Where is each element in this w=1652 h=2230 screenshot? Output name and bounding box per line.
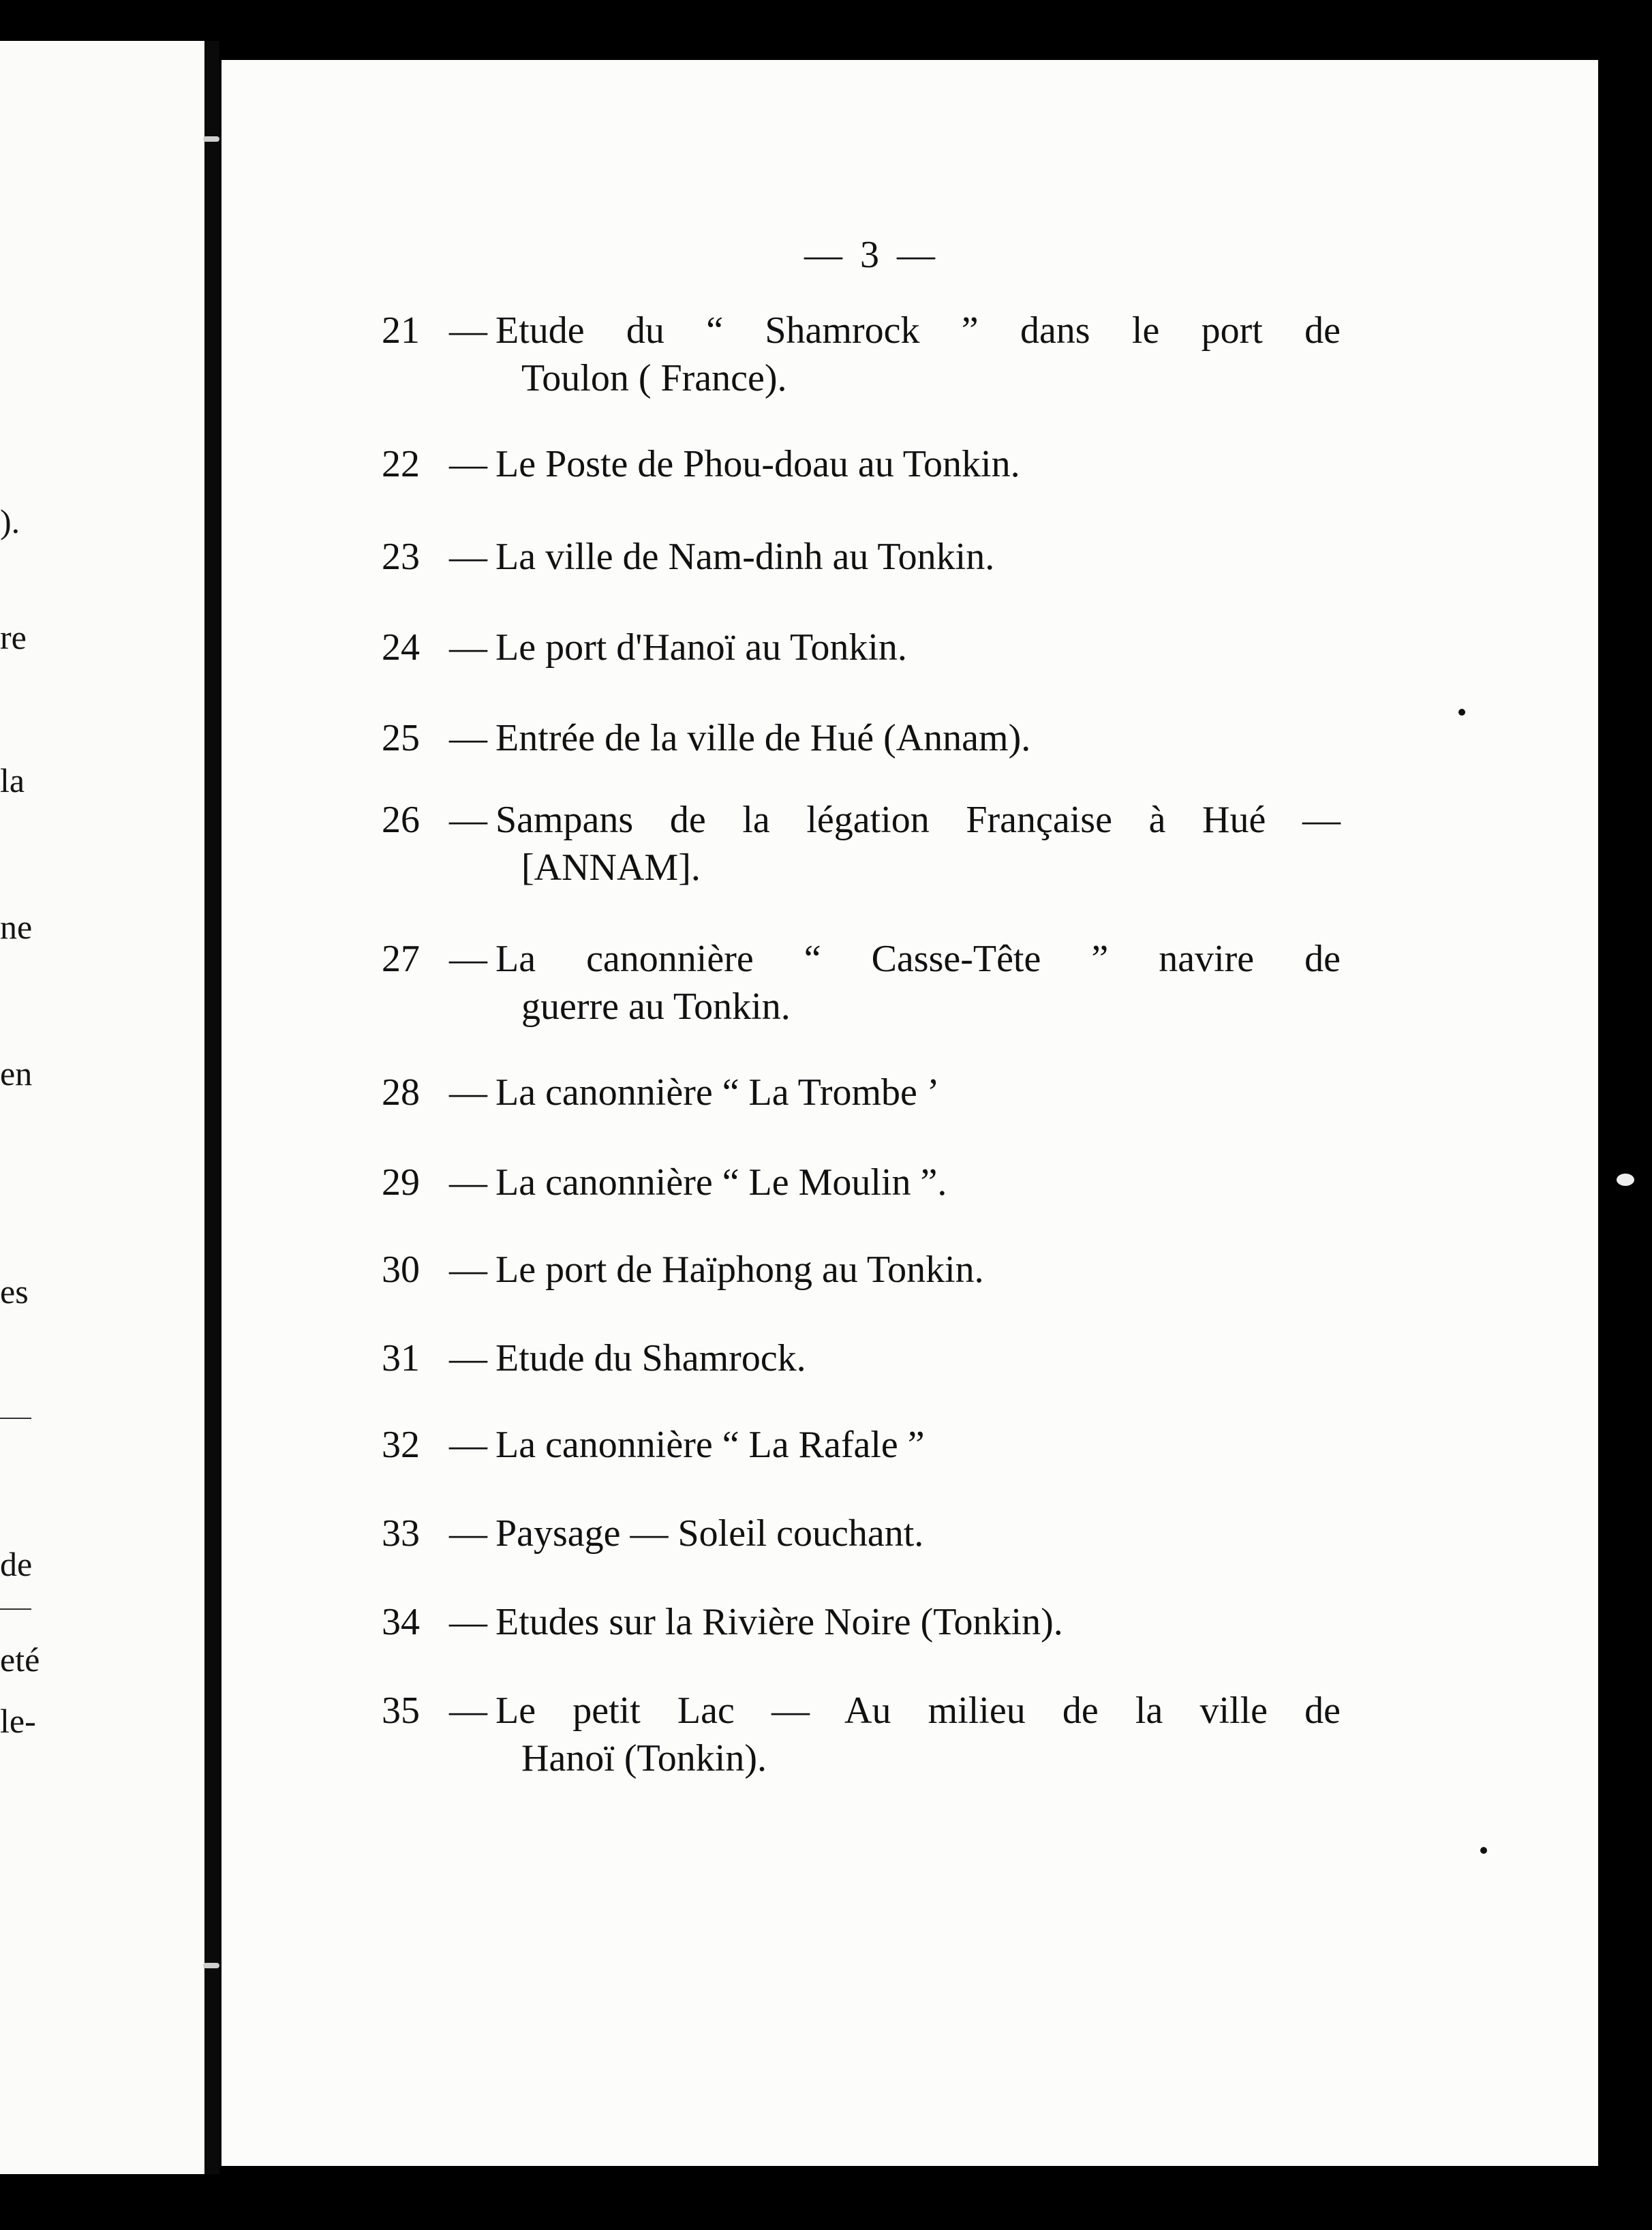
- binding-stitch: [203, 1963, 219, 1968]
- left-page-fragment: le-: [0, 1702, 36, 1740]
- entry-number: 28: [382, 1071, 420, 1114]
- left-page-fragment: ne: [0, 908, 33, 946]
- list-item: [382, 1334, 1336, 1382]
- entry-text: Sampans de la légation Française à Hué —: [495, 799, 1341, 841]
- entry-dash: —: [449, 938, 487, 980]
- list-item: [382, 1246, 1336, 1294]
- entry-dash: —: [449, 1337, 487, 1379]
- entry-text: Le Poste de Phou-doau au Tonkin.: [495, 443, 1020, 485]
- entry-dash: —: [449, 1424, 487, 1466]
- entry-dash: —: [449, 1249, 487, 1291]
- left-page-fragment: eté: [0, 1640, 40, 1679]
- entry-number: 34: [382, 1601, 420, 1643]
- entry-text: La canonnière “ La Trombe ’: [495, 1071, 940, 1114]
- left-facing-page: [0, 41, 204, 2174]
- list-item: [382, 1687, 1341, 1782]
- list-item: [382, 796, 1341, 891]
- list-item: [382, 533, 1336, 581]
- entry-text: La canonnière “ Le Moulin ”.: [495, 1161, 947, 1204]
- book-spine: [204, 41, 219, 2174]
- entry-number: 26: [382, 799, 420, 841]
- page-number: — 3 —: [804, 234, 939, 276]
- entry-text: Etude du “ Shamrock ” dans le port de: [495, 309, 1341, 352]
- entry-text: Le port d'Hanoï au Tonkin.: [495, 626, 907, 669]
- entry-dash: —: [449, 1512, 487, 1555]
- entry-dash: —: [449, 443, 487, 485]
- entry-number: 21: [382, 309, 420, 352]
- entry-text: Etude du Shamrock.: [495, 1337, 806, 1379]
- entry-number: 29: [382, 1161, 420, 1204]
- entry-dash: —: [449, 536, 487, 578]
- list-item: [382, 307, 1341, 402]
- entry-text: La canonnière “ Casse-Tête ” navire de: [495, 938, 1341, 980]
- list-item: [382, 1159, 1336, 1206]
- entry-continuation: guerre au Tonkin.: [521, 986, 791, 1028]
- entry-continuation: [ANNAM].: [521, 846, 701, 889]
- entry-continuation: Hanoï (Tonkin).: [521, 1737, 767, 1780]
- list-item: [382, 714, 1336, 762]
- list-item: [382, 440, 1336, 488]
- entry-number: 32: [382, 1424, 420, 1466]
- entry-dash: —: [449, 1161, 487, 1204]
- entry-number: 24: [382, 626, 420, 669]
- entry-continuation: Toulon ( France).: [521, 357, 787, 399]
- entry-text: Etudes sur la Rivière Noire (Tonkin).: [495, 1601, 1063, 1643]
- list-item: [382, 1069, 1336, 1116]
- entry-dash: —: [449, 626, 487, 669]
- entry-number: 31: [382, 1337, 420, 1379]
- left-page-fragment: ).: [0, 502, 20, 540]
- entry-text: La ville de Nam-dinh au Tonkin.: [495, 536, 995, 578]
- left-page-fragment: en: [0, 1054, 33, 1093]
- entry-text: Le petit Lac — Au milieu de la ville de: [495, 1690, 1341, 1732]
- list-item: [382, 1421, 1336, 1469]
- left-page-fragment: la: [0, 761, 25, 799]
- left-page-fragment: de: [0, 1545, 33, 1583]
- left-page-fragment: re: [0, 618, 27, 656]
- left-page-fragment: es: [0, 1272, 29, 1311]
- binding-stitch: [203, 136, 219, 142]
- entry-number: 22: [382, 443, 420, 485]
- entry-dash: —: [449, 1690, 487, 1732]
- entry-dash: —: [449, 1071, 487, 1114]
- list-item: [382, 624, 1336, 671]
- scan-speck: [1458, 709, 1465, 716]
- entry-number: 27: [382, 938, 420, 980]
- entry-number: 23: [382, 536, 420, 578]
- scan-speck: [1617, 1174, 1634, 1186]
- entry-dash: —: [449, 1601, 487, 1643]
- entry-number: 25: [382, 717, 420, 759]
- scan-speck: [1480, 1847, 1487, 1854]
- list-item: [382, 1598, 1336, 1646]
- left-page-rule: [0, 1418, 31, 1419]
- list-item: [382, 1510, 1336, 1557]
- left-page-rule: [0, 1608, 31, 1610]
- entry-dash: —: [449, 799, 487, 841]
- entry-text: Paysage — Soleil couchant.: [495, 1512, 924, 1555]
- entry-dash: —: [449, 309, 487, 352]
- entry-text: La canonnière “ La Rafale ”: [495, 1424, 925, 1466]
- entry-text: Le port de Haïphong au Tonkin.: [495, 1249, 984, 1291]
- entry-number: 35: [382, 1690, 420, 1732]
- entry-text: Entrée de la ville de Hué (Annam).: [495, 717, 1031, 759]
- entry-dash: —: [449, 717, 487, 759]
- entry-number: 33: [382, 1512, 420, 1555]
- entry-number: 30: [382, 1249, 420, 1291]
- list-item: [382, 935, 1341, 1030]
